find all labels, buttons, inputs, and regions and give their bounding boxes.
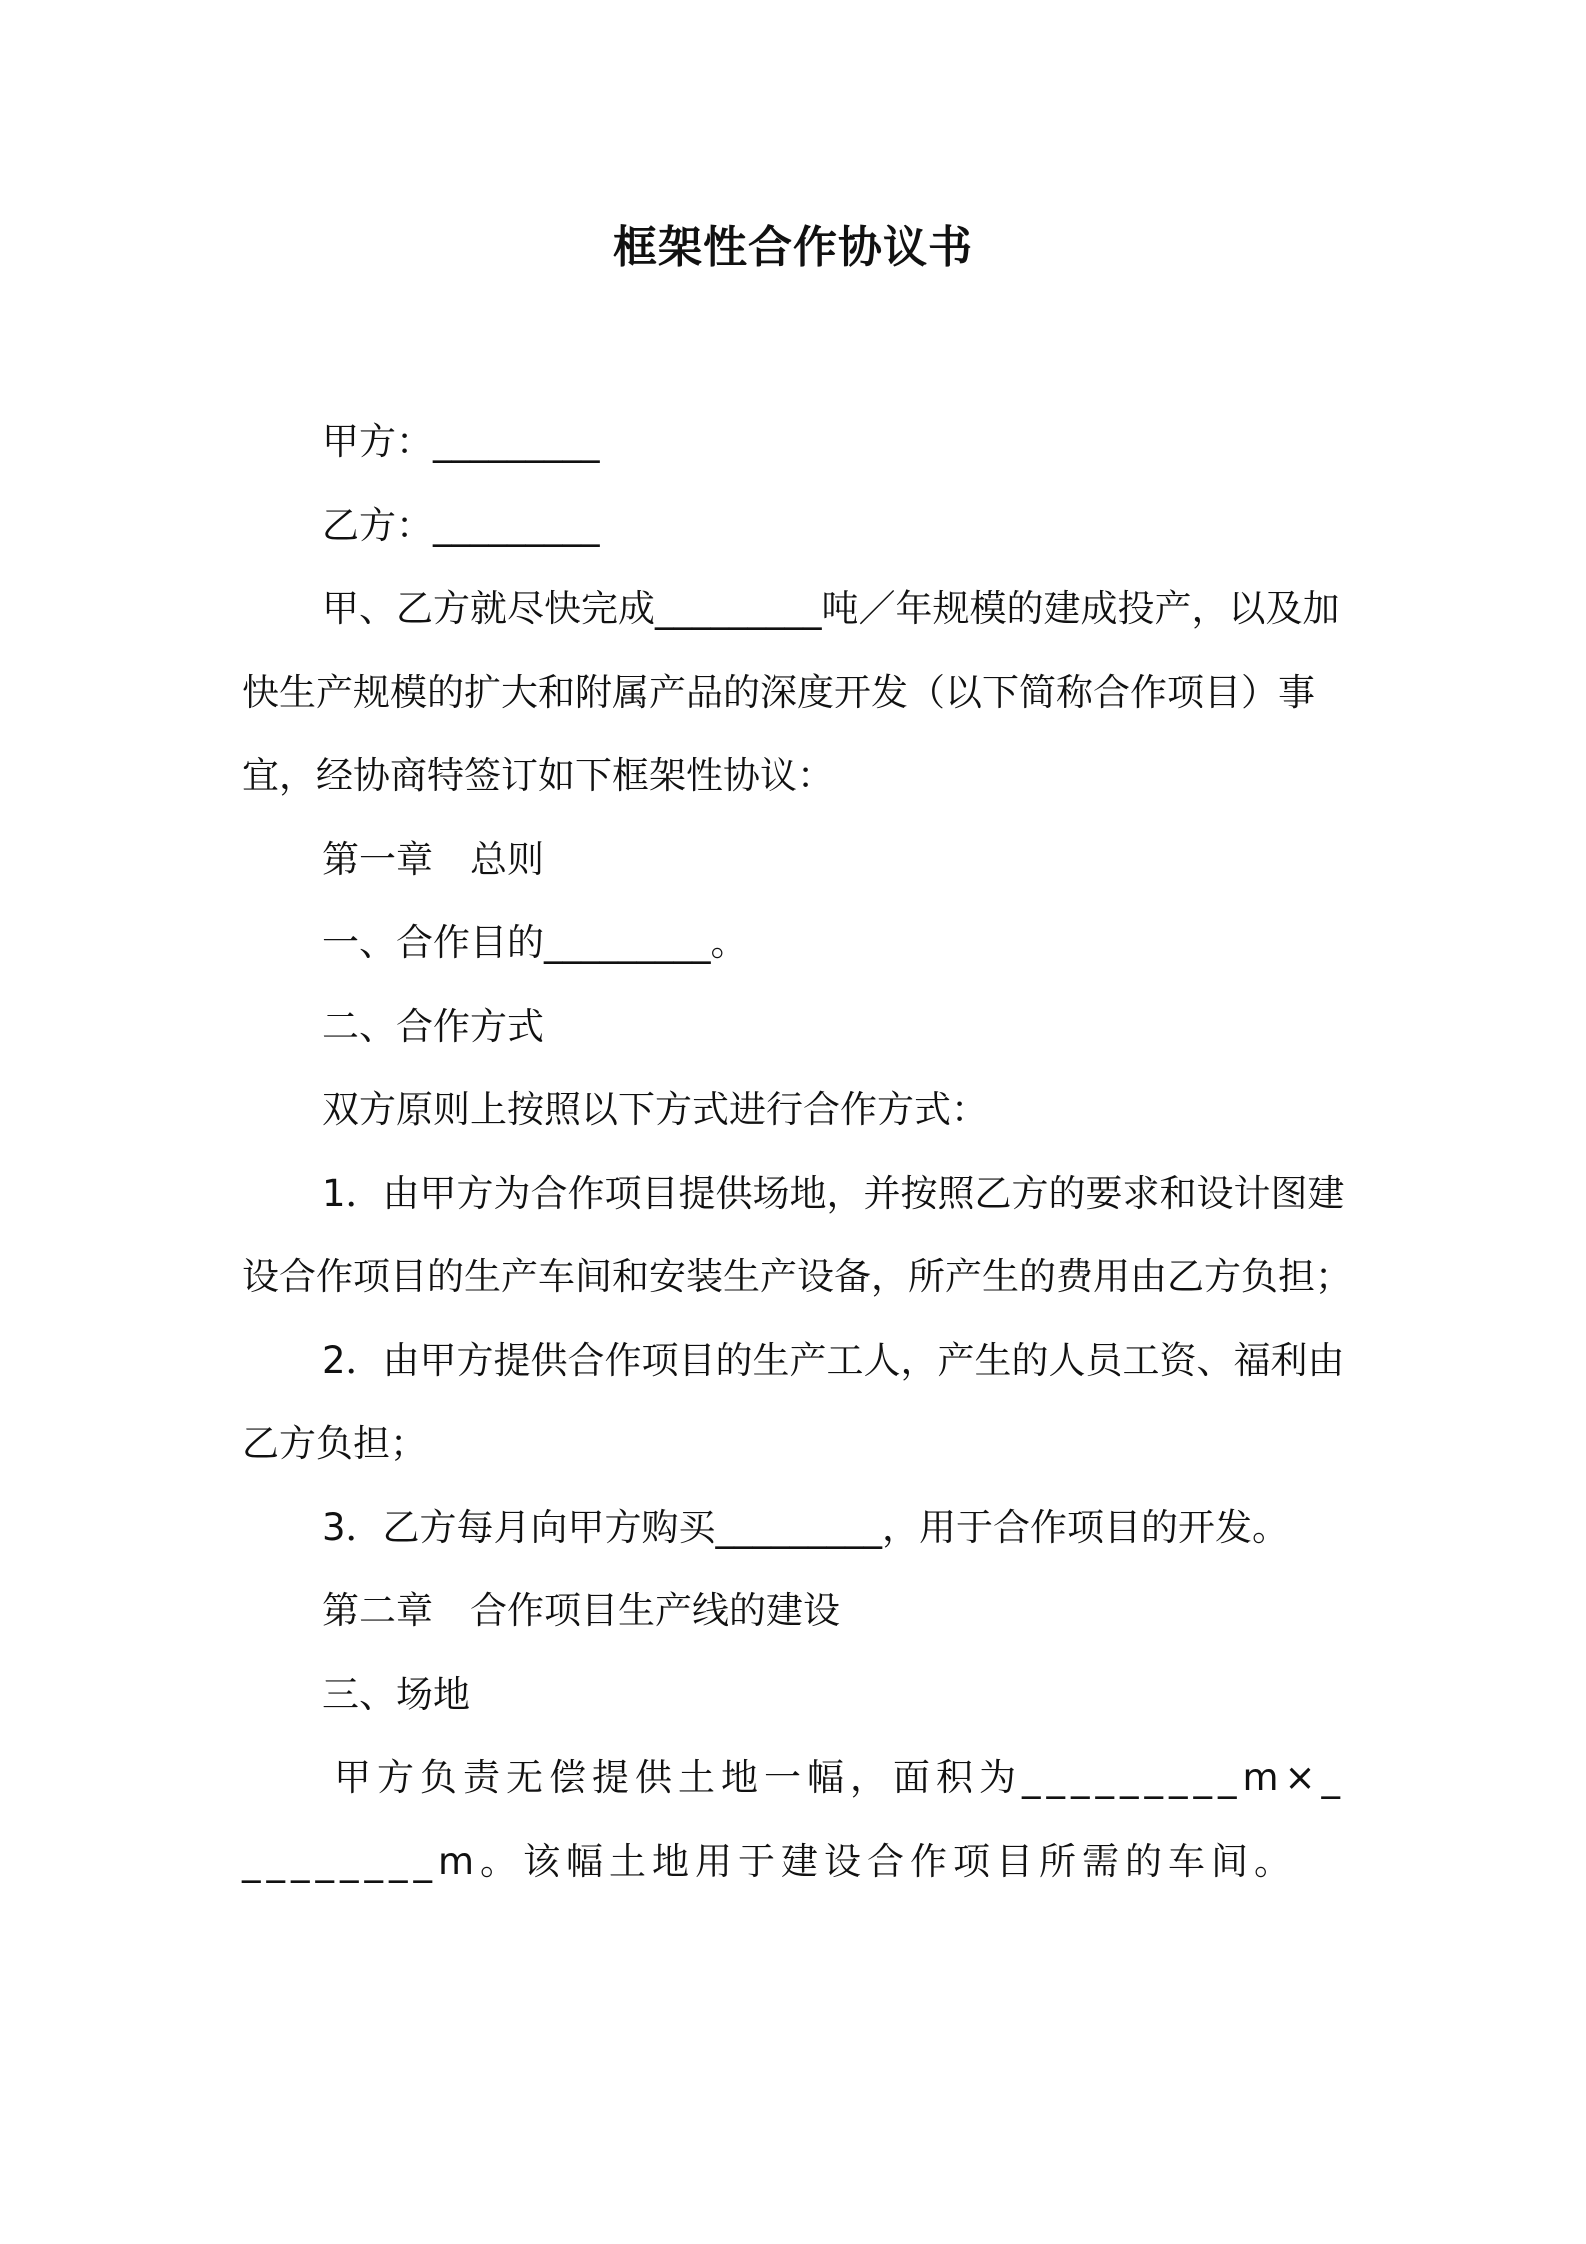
chapter-one-heading: 第一章 总则	[322, 837, 544, 881]
cooperation-intro: 双方原则上按照以下方式进行合作方式：	[322, 1088, 988, 1131]
preamble-paragraph: 甲、乙方就尽快完成_________吨／年规模的建成投产，以及加快生产规模的扩大和附属产品的深度开发（以下简称合作项目）事宜，经协商特签订如下框架性协议：	[242, 587, 1340, 797]
clause-2: 2．由甲方提供合作项目的生产工人，产生的人员工资、福利由乙方负担；	[242, 1338, 1345, 1465]
party-b-line: 乙方：_________	[322, 503, 600, 547]
clause-1: 1．由甲方为合作项目提供场地，并按照乙方的要求和设计图建设合作项目的生产车间和安装生产设备，所产生的费用由乙方负担；	[242, 1171, 1352, 1298]
document-title: 框架性合作协议书	[613, 222, 973, 273]
clause-3: 3．乙方每月向甲方购买_________，用于合作项目的开发。	[322, 1505, 1290, 1549]
section-one-purpose: 一、合作目的_________。	[322, 921, 748, 964]
party-a-line: 甲方：_________	[322, 420, 600, 463]
section-two-heading: 二、合作方式	[322, 1004, 544, 1048]
document-body	[242, 400, 1362, 1903]
chapter-two-heading: 第二章 合作项目生产线的建设	[322, 1589, 840, 1632]
site-paragraph: 甲方负责无偿提供土地一幅，面积为_________m×_________m。该幅土地用于建设合作项目所需的车间。	[242, 1756, 1347, 1883]
section-three-heading: 三、场地	[322, 1672, 470, 1716]
